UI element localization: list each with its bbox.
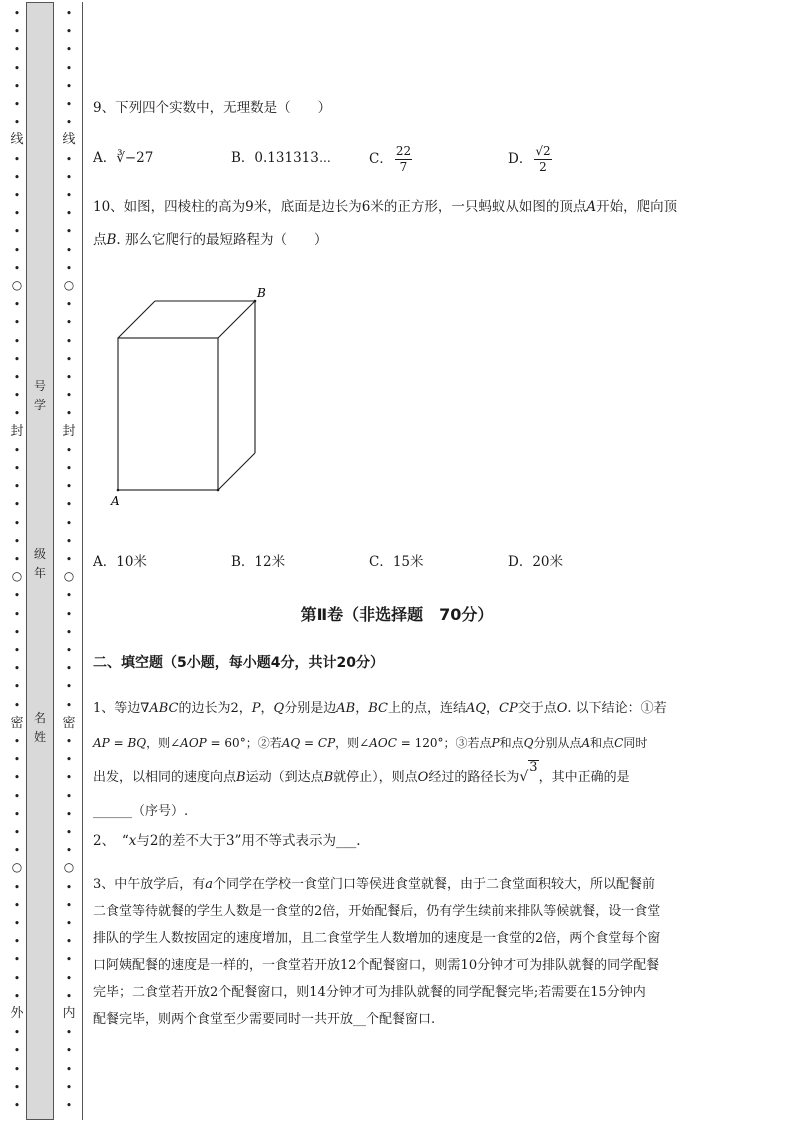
margin-dot: • xyxy=(65,898,73,912)
margin-dot: • xyxy=(13,443,21,457)
margin-dot: • xyxy=(65,1099,73,1112)
margin-dot: • xyxy=(65,753,73,767)
margin-dot: • xyxy=(65,480,73,494)
margin-dot: • xyxy=(13,753,21,767)
fraction: $\frac{√2}{2}$ xyxy=(535,144,551,174)
margin-circle: ○ xyxy=(11,860,23,874)
margin-dot: • xyxy=(65,917,73,930)
margin-dot: • xyxy=(65,953,73,967)
margin-dot: • xyxy=(13,389,21,403)
margin-dot: • xyxy=(13,989,21,1003)
name-label: 名 姓 xyxy=(33,711,46,744)
margin-dot: • xyxy=(13,735,21,748)
cube-root-expression: ∛−27 xyxy=(116,150,154,166)
class-label: 级 年 xyxy=(33,547,46,580)
margin-dot: • xyxy=(13,189,21,202)
binding-line xyxy=(82,2,83,1120)
margin-circle: ○ xyxy=(11,278,23,292)
margin-dot: • xyxy=(65,1044,73,1058)
margin-dot: • xyxy=(13,207,21,221)
margin-dot: • xyxy=(65,625,73,639)
vertex-a-label: A xyxy=(111,494,120,508)
margin-dot: • xyxy=(13,553,21,566)
margin-circle: ○ xyxy=(63,569,75,583)
margin-dot: • xyxy=(65,989,73,1003)
margin-dot: • xyxy=(13,243,21,257)
margin-dot: • xyxy=(13,462,21,475)
margin-word: 密 xyxy=(10,716,24,731)
margin-dot: • xyxy=(65,352,73,366)
margin-dot: • xyxy=(65,644,73,657)
square-root: √ 3 xyxy=(519,760,538,794)
margin-dot: • xyxy=(65,607,73,621)
margin-dot: • xyxy=(13,516,21,530)
margin-dot: • xyxy=(65,152,73,166)
margin-dot: • xyxy=(13,807,21,821)
margin-dot: • xyxy=(65,735,73,748)
margin-dot: • xyxy=(65,789,73,803)
margin-dot: • xyxy=(13,953,21,967)
margin-dot: • xyxy=(65,7,73,20)
margin-dot: • xyxy=(13,680,21,694)
fill-question-3: 3、中午放学后，有a个同学在学校一食堂门口等侯进食堂就餐，由于二食堂面积较大，所以配餐前 二食堂等待就餐的学生人数是一食堂的2倍，开始配餐后，仍有学生续前来排队等候就餐，设一食堂 排队的学生人数按固定的速度增加，且二食堂学生人数增加的速度是一食堂的2倍，两个食堂每个窗 口阿姨配餐的速度是一样的，一食堂若开放12个配餐窗口，则需10分钟才可为排队就餐的同学配餐 完毕；二食堂若开放2个配餐窗口，则14分钟才可为排队就餐的同学配餐完毕;若需要在15分钟内 配餐完毕，则两个食堂至少需要同时一共开放__个配餐窗口. xyxy=(93,877,661,1027)
margin-dot: • xyxy=(13,880,21,894)
section-2-heading: 二、填空题（5小题，每小题4分，共计20分） xyxy=(93,655,384,671)
margin-dot: • xyxy=(65,189,73,202)
margin-dot: • xyxy=(65,207,73,221)
fraction: $\frac{22}{7}$ xyxy=(395,144,412,174)
margin-dot: • xyxy=(13,371,21,384)
margin-dot: • xyxy=(65,553,73,566)
margin-circle: ○ xyxy=(63,278,75,292)
margin-dot: • xyxy=(13,7,21,20)
margin-word: 密 xyxy=(62,716,76,731)
margin-dot: • xyxy=(13,1026,21,1040)
margin-dot: • xyxy=(65,225,73,239)
margin-dot: • xyxy=(13,771,21,785)
margin-dot: • xyxy=(13,826,21,839)
question-10-stem: 10、如图，四棱柱的高为9米，底面是边长为6米的正方形，一只蚂蚁从如图的顶点A开始，爬向顶 点B. 那么它爬行的最短路程为（ ） xyxy=(93,199,678,248)
margin-dot: • xyxy=(65,170,73,184)
margin-dot: • xyxy=(13,98,21,111)
part-2-title: 第Ⅱ卷（非选择题 70分） xyxy=(300,605,494,624)
margin-dot: • xyxy=(65,1080,73,1094)
margin-dot: • xyxy=(13,334,21,348)
margin-dot: • xyxy=(65,43,73,57)
margin-dot: • xyxy=(13,917,21,930)
margin-dot: • xyxy=(65,79,73,93)
margin-dot: • xyxy=(13,316,21,330)
margin-dot: • xyxy=(65,462,73,475)
margin-dot: • xyxy=(65,534,73,548)
margin-dot: • xyxy=(13,480,21,494)
margin-dot: • xyxy=(65,589,73,603)
margin-dot: • xyxy=(13,898,21,912)
margin-word: 线 xyxy=(62,132,76,147)
margin-dot: • xyxy=(13,225,21,239)
margin-dot: • xyxy=(65,1026,73,1040)
margin-word: 内 xyxy=(62,1006,76,1021)
margin-dot: • xyxy=(13,407,21,421)
margin-dot: • xyxy=(13,1062,21,1076)
margin-dot: • xyxy=(13,935,21,949)
margin-dot: • xyxy=(65,298,73,312)
margin-dot: • xyxy=(13,644,21,657)
margin-word: 外 xyxy=(10,1006,24,1021)
question-10-option-a: A．10米 xyxy=(93,554,147,570)
margin-dot: • xyxy=(13,789,21,803)
question-9-option-a: A．∛−27 xyxy=(93,150,154,166)
margin-dot: • xyxy=(13,625,21,639)
margin-dot: • xyxy=(13,152,21,166)
margin-dot: • xyxy=(13,498,21,512)
margin-dot: • xyxy=(13,43,21,57)
margin-dot: • xyxy=(13,589,21,603)
margin-dot: • xyxy=(65,61,73,75)
student-info-strip xyxy=(26,2,54,1120)
margin-dot: • xyxy=(65,243,73,257)
margin-dot: • xyxy=(13,25,21,39)
margin-dot: • xyxy=(13,1099,21,1112)
margin-dot: • xyxy=(65,826,73,839)
margin-dot: • xyxy=(65,680,73,694)
margin-dot: • xyxy=(13,607,21,621)
margin-dot: • xyxy=(13,61,21,75)
margin-dot: • xyxy=(65,844,73,858)
question-9-stem: 9、下列四个实数中，无理数是（ ） xyxy=(93,100,332,116)
margin-dot: • xyxy=(65,371,73,384)
margin-dot: • xyxy=(65,498,73,512)
student-number-label: 号 学 xyxy=(33,379,46,412)
margin-dot: • xyxy=(13,844,21,858)
margin-word: 封 xyxy=(62,424,76,439)
margin-dot: • xyxy=(65,971,73,985)
question-9-option-d: D． $\frac{√2}{2}$ xyxy=(508,144,551,174)
question-9-option-c: C． $\frac{22}{7}$ xyxy=(369,144,412,174)
margin-dot: • xyxy=(13,971,21,985)
margin-dot: • xyxy=(65,389,73,403)
margin-dot: • xyxy=(65,443,73,457)
margin-dot: • xyxy=(13,298,21,312)
margin-dot: • xyxy=(13,1080,21,1094)
prism-figure xyxy=(100,282,280,512)
margin-dot: • xyxy=(65,334,73,348)
margin-dot: • xyxy=(65,316,73,330)
margin-dot: • xyxy=(65,771,73,785)
margin-dot: • xyxy=(65,880,73,894)
margin-dot: • xyxy=(13,662,21,676)
margin-dot: • xyxy=(65,1062,73,1076)
margin-word: 线 xyxy=(10,132,24,147)
question-9-option-b: B．0.131313⋯ xyxy=(231,150,331,166)
vertex-b-label: B xyxy=(257,286,266,300)
margin-dot: • xyxy=(65,261,73,275)
margin-dot: • xyxy=(65,116,73,130)
margin-dot: • xyxy=(13,170,21,184)
margin-circle: ○ xyxy=(63,860,75,874)
margin-dot: • xyxy=(65,25,73,39)
question-10-option-d: D．20米 xyxy=(508,554,564,570)
margin-word: 封 xyxy=(10,424,24,439)
margin-dot: • xyxy=(13,1044,21,1058)
margin-dot: • xyxy=(65,935,73,949)
margin-dot: • xyxy=(65,98,73,111)
margin-dot: • xyxy=(13,698,21,712)
margin-circle: ○ xyxy=(11,569,23,583)
fill-question-2: 2、 “x与2的差不大于3”用不等式表示为___. xyxy=(93,833,361,849)
margin-dot: • xyxy=(13,534,21,548)
margin-dot: • xyxy=(13,261,21,275)
margin-dot: • xyxy=(13,352,21,366)
margin-dot: • xyxy=(65,407,73,421)
binding-margin-inner xyxy=(54,0,84,1123)
margin-dot: • xyxy=(13,79,21,93)
margin-dot: • xyxy=(65,807,73,821)
question-10-option-c: C．15米 xyxy=(369,554,424,570)
margin-dot: • xyxy=(65,698,73,712)
margin-dot: • xyxy=(13,116,21,130)
margin-dot: • xyxy=(65,516,73,530)
margin-dot: • xyxy=(65,662,73,676)
fill-question-1: 1、等边∇ABC的边长为2，P，Q分别是边AB，BC上的点，连结AQ，CP交于点O. 以下结论：①若 AP = BQ，则∠AOP = 60°；②若AQ = CP，则∠AOC = 120°；③若点P和点Q分别从点A和点C同时 出发，以相同的速度向点B运动（到达点B就停止），则点O经过的路径长为 √ 3 ，其中正确的是 ______（序号）. xyxy=(93,701,667,819)
question-10-option-b: B．12米 xyxy=(231,554,286,570)
